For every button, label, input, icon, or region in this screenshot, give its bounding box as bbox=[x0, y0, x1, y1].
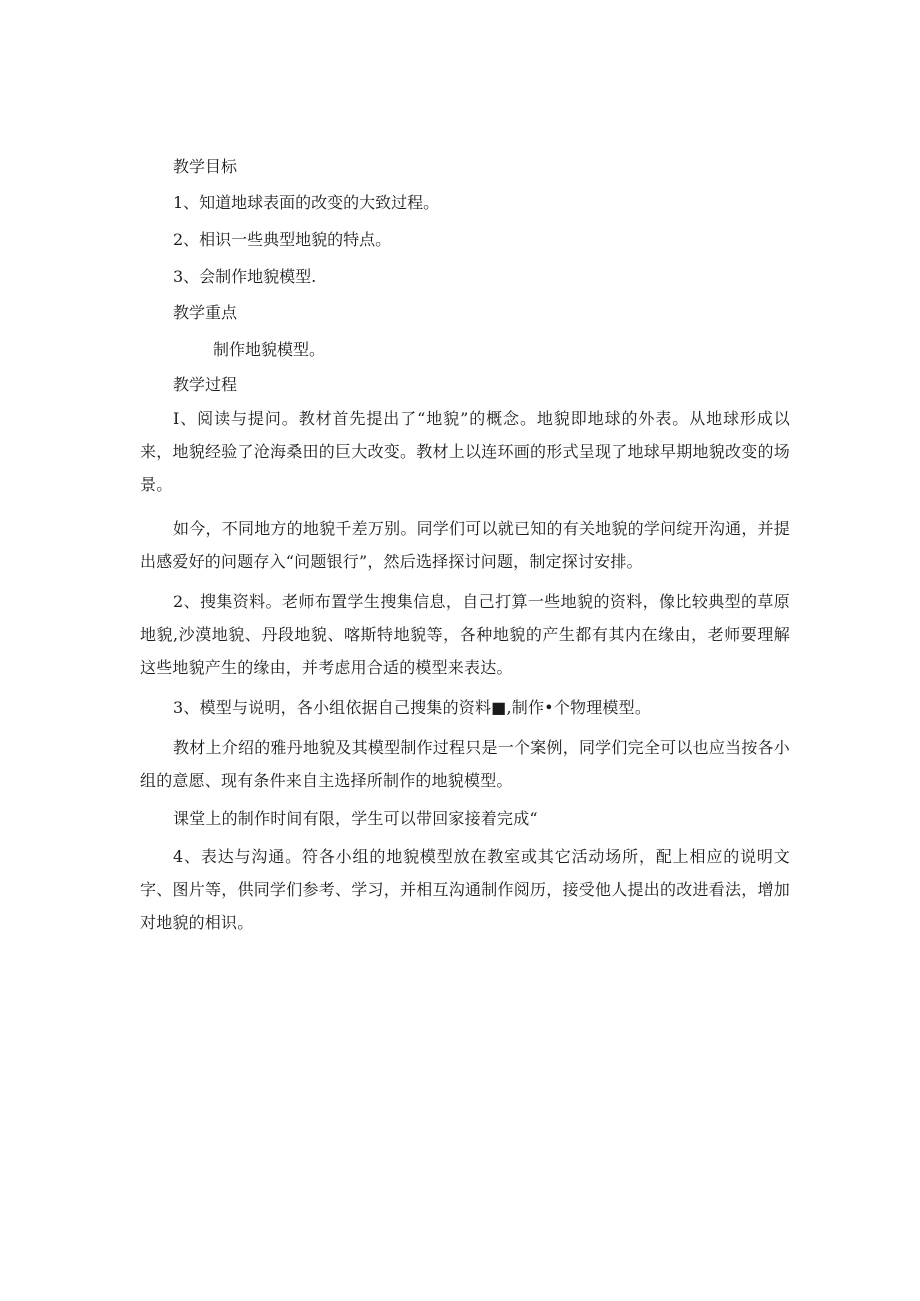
focus-heading: 教学重点 bbox=[173, 303, 238, 322]
focus-text: 制作地貌模型。 bbox=[213, 340, 326, 359]
goal-item-1: 1、知道地球表面的改变的大致过程。 bbox=[173, 193, 440, 212]
paragraph-collect-materials: 2、搜集资料。老师布置学生搜集信息，自己打算一些地貌的资料，像比较典型的草原地貌,沙漠地貌、丹段地貌、喀斯特地貌等，各种地貌的产生都有其内在缘由，老师要理解这些地貌产生的缘由，并考虑用合适的模型来表达。 bbox=[140, 592, 790, 677]
paragraph-class-time: 课堂上的制作时间有限，学生可以带回家接着完成“ bbox=[173, 809, 538, 828]
paragraph-landforms-differ: 如今，不同地方的地貌千差万别。同学们可以就已知的有关地貌的学问绽开沟通，并提出感爱好的问题存入“问题银行”，然后选择探讨问题，制定探讨安排。 bbox=[140, 519, 790, 571]
goal-item-3: 3、会制作地貌模型. bbox=[173, 267, 317, 286]
paragraph-reading: I、阅读与提问。教材首先提出了“地貌”的概念。地貌即地球的外表。从地球形成以来，地貌经验了沧海桑田的巨大改变。教材上以连环画的形式呈现了地球早期地貌改变的场景。 bbox=[140, 409, 790, 494]
paragraph-express-communicate: 4、表达与沟通。符各小组的地貌模型放在教室或其它活动场所，配上相应的说明文字、图片等，供同学们参考、学习，并相互沟通制作阅历，接受他人提出的改进看法，增加对地貌的相识。 bbox=[140, 847, 790, 932]
paragraph-model-explain: 3、模型与说明，各小组依据自己搜集的资料■,制作•个物理模型。 bbox=[173, 698, 652, 717]
goal-item-2: 2、相识一些典型地貌的特点。 bbox=[173, 230, 392, 249]
process-heading: 教学过程 bbox=[173, 375, 238, 394]
paragraph-yardang-case: 教材上介绍的雅丹地貌及其模型制作过程只是一个案例，同学们完全可以也应当按各小组的意愿、现有条件来自主选择所制作的地貌模型。 bbox=[140, 738, 790, 790]
goals-heading: 教学目标 bbox=[173, 157, 238, 176]
